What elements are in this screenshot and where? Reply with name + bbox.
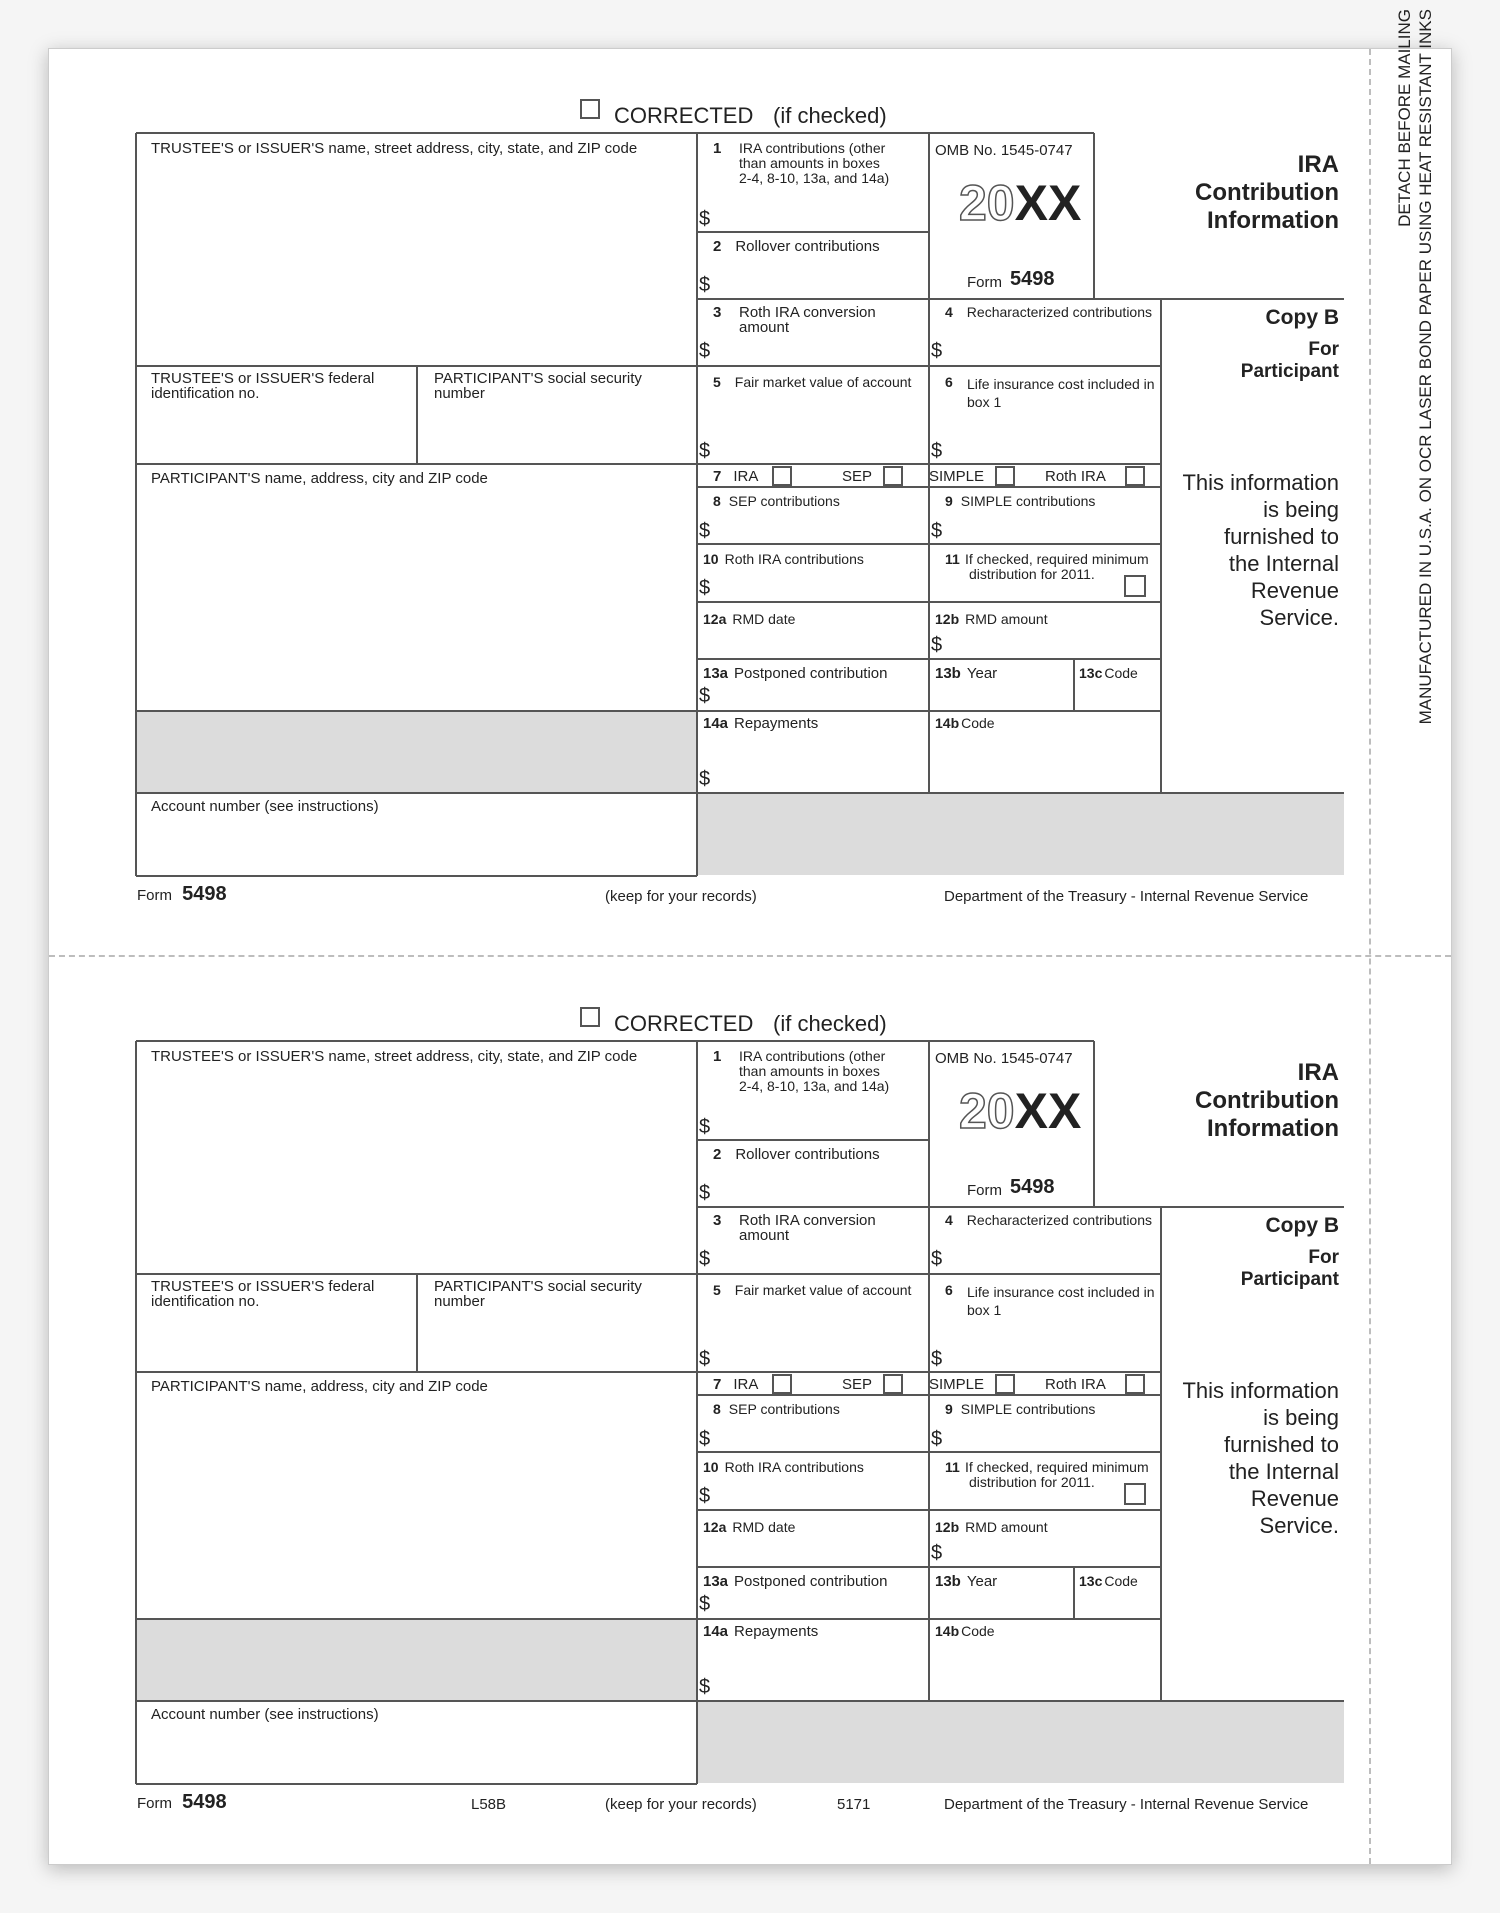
- box-8-dollar-sign: $: [699, 1428, 711, 1450]
- box-1-line: IRA contributions (other: [739, 1048, 886, 1064]
- box-4-dollar-sign: $: [931, 1248, 943, 1270]
- copy-for-line: Participant: [1240, 361, 1339, 382]
- trustee-fed-id-line: TRUSTEE'S or ISSUER'S federal: [151, 1278, 375, 1295]
- box-3-line: amount: [739, 319, 790, 336]
- box-14a-label: [703, 1624, 818, 1639]
- account-number-label: Account number (see instructions): [151, 798, 379, 815]
- box-3-line: amount: [739, 1227, 790, 1244]
- participant-name-label: PARTICIPANT'S name, address, city and ZIP code: [151, 1378, 488, 1395]
- box-1-dollar-sign: $: [699, 1116, 711, 1138]
- box-12b-amount-field[interactable]: [949, 1539, 1157, 1563]
- box-7-sep-checkbox[interactable]: [883, 466, 903, 486]
- tax-year: [959, 177, 1081, 229]
- box-12b-dollar-sign: $: [931, 1542, 943, 1564]
- box-13a-amount-field[interactable]: [717, 1593, 925, 1615]
- box-10-text: Roth IRA contributions: [724, 551, 864, 567]
- box-13a-dollar-sign: $: [699, 685, 711, 707]
- box-8-number: 8: [713, 1401, 721, 1417]
- info-line: the Internal: [1228, 1459, 1339, 1484]
- tax-year-outline: 20: [959, 175, 1015, 231]
- box-12a-date-field[interactable]: [701, 1539, 925, 1563]
- box-14b-code-field[interactable]: [933, 739, 1157, 789]
- box-5-text: Fair market value of account: [734, 1282, 912, 1298]
- box-7-roth-checkbox[interactable]: [1125, 466, 1145, 486]
- participant-name-field[interactable]: [139, 489, 694, 707]
- box-8-amount-field[interactable]: [717, 513, 925, 541]
- box-5-number: 5: [713, 1282, 721, 1298]
- box-1-text: [739, 1049, 889, 1094]
- copy-for-line: Participant: [1240, 1269, 1339, 1290]
- participant-ssn-line: number: [434, 385, 485, 402]
- if-checked-label: (if checked): [773, 103, 887, 128]
- box-5-amount-field[interactable]: [717, 1305, 925, 1369]
- trustee-fed-id-field[interactable]: [139, 407, 414, 461]
- box-1-number: 1: [713, 140, 722, 157]
- box-7-simple-label: SIMPLE: [929, 468, 985, 485]
- box-13b-number: 13b: [935, 665, 961, 682]
- box-6-dollar-sign: $: [931, 1348, 943, 1370]
- box-3-text: [739, 305, 876, 335]
- copy-recipient: [1139, 339, 1339, 383]
- corrected-checkbox[interactable]: [580, 1007, 600, 1027]
- box-7-simple-label: SIMPLE: [929, 1376, 985, 1393]
- footer-form-number: 5498: [182, 1791, 227, 1813]
- box-7-ira-checkbox[interactable]: [772, 1374, 792, 1394]
- box-7-simple-checkbox[interactable]: [995, 1374, 1015, 1394]
- box-5-dollar-sign: $: [699, 1348, 711, 1370]
- box-9-label: [945, 1402, 1095, 1417]
- box-12a-label: [703, 1520, 795, 1535]
- box-3-line: Roth IRA conversion: [739, 304, 876, 321]
- box-12a-text: RMD date: [732, 1519, 796, 1535]
- box-6-number: 6: [945, 374, 953, 390]
- box-1-line: 2-4, 8-10, 13a, and 14a): [739, 1078, 890, 1094]
- box-11-number: 11: [945, 1459, 960, 1475]
- box-2-amount-field[interactable]: [717, 1165, 925, 1203]
- box-14a-text: Repayments: [734, 1623, 819, 1640]
- box-10-label: [703, 1460, 864, 1475]
- copy-for-line: For: [1308, 1247, 1339, 1268]
- box-8-text: SEP contributions: [728, 1401, 840, 1417]
- box-9-amount-field[interactable]: [949, 513, 1157, 541]
- box-13c-number: 13c: [1079, 1573, 1103, 1589]
- box-7-label: [713, 469, 758, 484]
- form-title-line: Information: [1207, 1115, 1339, 1142]
- box-11-line: If checked, required minimum: [965, 551, 1149, 567]
- box-3-line: Roth IRA conversion: [739, 1212, 876, 1229]
- footer-form-label: [137, 1791, 227, 1813]
- box-13c-code-field[interactable]: [1077, 685, 1157, 707]
- copy-for-line: For: [1308, 339, 1339, 360]
- omb-number: OMB No. 1545-0747: [935, 1050, 1073, 1067]
- box-9-number: 9: [945, 493, 953, 509]
- footer-form-number: 5498: [182, 883, 227, 905]
- box-12a-number: 12a: [703, 611, 727, 627]
- box-12b-amount-field[interactable]: [949, 631, 1157, 655]
- box-14a-dollar-sign: $: [699, 1676, 711, 1698]
- box-13c-label: [1079, 666, 1138, 681]
- copy-designation: Copy B: [1265, 1214, 1339, 1237]
- box-13b-text: Year: [966, 665, 998, 682]
- box-10-amount-field[interactable]: [717, 571, 925, 599]
- box-13b-text: Year: [966, 1573, 998, 1590]
- box-3-amount-field[interactable]: [717, 337, 925, 363]
- form-number-top: 5498: [1010, 1176, 1055, 1198]
- form-word-top: Form: [967, 274, 1002, 291]
- box-11-line: distribution for 2011.: [969, 1474, 1095, 1490]
- copy-recipient: [1139, 1247, 1339, 1291]
- box-10-dollar-sign: $: [699, 577, 711, 599]
- box-1-text: [739, 141, 889, 186]
- box-1-dollar-sign: $: [699, 208, 711, 230]
- box-14b-label: [935, 1624, 995, 1639]
- account-number-label: Account number (see instructions): [151, 1706, 379, 1723]
- corrected-checkbox[interactable]: [580, 99, 600, 119]
- participant-name-label: PARTICIPANT'S name, address, city and ZIP code: [151, 470, 488, 487]
- box-2-text: Rollover contributions: [735, 1146, 880, 1163]
- box-13b-number: 13b: [935, 1573, 961, 1590]
- box-8-number: 8: [713, 493, 721, 509]
- box-13b-year-field[interactable]: [933, 685, 1071, 707]
- box-13a-number: 13a: [703, 1573, 729, 1590]
- box-1-number: 1: [713, 1048, 722, 1065]
- box-14b-text: Code: [961, 715, 995, 731]
- box-10-dollar-sign: $: [699, 1485, 711, 1507]
- box-2-text: Rollover contributions: [735, 238, 880, 255]
- trustee-name-label: TRUSTEE'S or ISSUER'S name, street address, city, state, and ZIP code: [151, 140, 638, 157]
- form-title: [1139, 1059, 1339, 1143]
- box-12b-label: [935, 1520, 1048, 1535]
- box-14a-label: [703, 716, 818, 731]
- box-13b-label: [935, 666, 997, 681]
- trustee-fed-id-line: identification no.: [151, 1293, 260, 1310]
- box-6-line: Life insurance cost included in: [967, 1284, 1155, 1300]
- box-14a-number: 14a: [703, 715, 729, 732]
- box-9-text: SIMPLE contributions: [960, 493, 1096, 509]
- info-line: Service.: [1259, 1513, 1339, 1538]
- box-9-label: [945, 494, 1095, 509]
- participant-ssn-label: [434, 371, 642, 401]
- box-4-label: [945, 1213, 1152, 1228]
- box-6-line: box 1: [967, 394, 1002, 410]
- trustee-fed-id-field[interactable]: [139, 1315, 414, 1369]
- info-line: is being: [1263, 1405, 1339, 1430]
- box-6-text: [967, 375, 1155, 411]
- detach-text: DETACH BEFORE MAILING: [1395, 9, 1414, 227]
- box-12b-text: RMD amount: [965, 611, 1048, 627]
- box-2-number: 2: [713, 1146, 722, 1163]
- box-4-number: 4: [945, 304, 953, 320]
- form-number-top: 5498: [1010, 268, 1055, 290]
- box-7-ira-label: IRA: [733, 468, 759, 485]
- box-7-sep-checkbox[interactable]: [883, 1374, 903, 1394]
- info-statement: [1169, 469, 1339, 631]
- box-12b-number: 12b: [935, 1519, 960, 1535]
- box-6-label: [945, 1283, 959, 1298]
- box-7-number: 7: [713, 1376, 722, 1393]
- form-title-line: Contribution: [1195, 1087, 1339, 1114]
- box-11-rmd-checkbox[interactable]: [1124, 1483, 1146, 1505]
- box-1-line: IRA contributions (other: [739, 140, 886, 156]
- info-line: Revenue: [1250, 1486, 1339, 1511]
- form-5498-copy-lower: [49, 957, 1451, 1864]
- box-3-dollar-sign: $: [699, 340, 711, 362]
- box-12a-label: [703, 612, 795, 627]
- box-2-number: 2: [713, 238, 722, 255]
- participant-ssn-field[interactable]: [420, 1315, 694, 1369]
- box-13a-number: 13a: [703, 665, 729, 682]
- trustee-fed-id-label: [151, 1279, 374, 1309]
- box-11-label: [945, 552, 966, 567]
- box-11-number: 11: [945, 551, 960, 567]
- box-4-amount-field[interactable]: [949, 1235, 1157, 1271]
- info-statement: [1169, 1377, 1339, 1539]
- trustee-fed-id-line: identification no.: [151, 385, 260, 402]
- info-line: furnished to: [1224, 524, 1339, 549]
- box-8-label: [713, 1402, 840, 1417]
- box-12a-date-field[interactable]: [701, 631, 925, 655]
- box-2-label: [713, 239, 880, 254]
- box-14a-amount-field[interactable]: [717, 739, 925, 789]
- box-13c-number: 13c: [1079, 665, 1103, 681]
- box-12b-dollar-sign: $: [931, 634, 943, 656]
- box-14a-dollar-sign: $: [699, 768, 711, 790]
- box-2-dollar-sign: $: [699, 1182, 711, 1204]
- account-number-field[interactable]: [139, 1727, 694, 1781]
- box-13c-code-field[interactable]: [1077, 1593, 1157, 1615]
- box-5-label: [713, 1283, 911, 1298]
- box-6-number: 6: [945, 1282, 953, 1298]
- box-2-dollar-sign: $: [699, 274, 711, 296]
- box-13b-label: [935, 1574, 997, 1589]
- box-7-sep-label: SEP: [842, 468, 873, 485]
- box-13a-label: [703, 1574, 887, 1589]
- form-5498-copy-upper: [49, 49, 1451, 956]
- box-14b-label: [935, 716, 995, 731]
- form-title-line: IRA: [1297, 151, 1339, 178]
- box-7-roth-label: Roth IRA: [1045, 468, 1106, 485]
- tax-year-outline: 20: [959, 1083, 1015, 1139]
- info-line: Revenue: [1250, 578, 1339, 603]
- box-6-dollar-sign: $: [931, 440, 943, 462]
- box-3-number: 3: [713, 1212, 722, 1229]
- footer-department: Department of the Treasury - Internal Revenue Service: [944, 888, 1309, 905]
- footer-keep-records: (keep for your records): [605, 1796, 757, 1813]
- form-title-line: Contribution: [1195, 179, 1339, 206]
- info-line: This information: [1182, 1378, 1339, 1403]
- participant-ssn-line: PARTICIPANT'S social security: [434, 370, 642, 387]
- participant-ssn-line: number: [434, 1293, 485, 1310]
- info-line: furnished to: [1224, 1432, 1339, 1457]
- box-8-text: SEP contributions: [728, 493, 840, 509]
- box-11-line: distribution for 2011.: [969, 566, 1095, 582]
- form-title-line: IRA: [1297, 1059, 1339, 1086]
- box-10-amount-field[interactable]: [717, 1479, 925, 1507]
- box-10-number: 10: [703, 1459, 719, 1475]
- box-12a-number: 12a: [703, 1519, 727, 1535]
- box-13c-text: Code: [1104, 1573, 1138, 1589]
- corrected-label: CORRECTED: [614, 1011, 754, 1036]
- footer-form-label: [137, 883, 227, 905]
- info-line: This information: [1182, 470, 1339, 495]
- box-7-ira-label: IRA: [733, 1376, 759, 1393]
- box-3-amount-field[interactable]: [717, 1245, 925, 1271]
- box-13a-text: Postponed contribution: [734, 1573, 888, 1590]
- box-4-text: Recharacterized contributions: [966, 1212, 1153, 1228]
- box-10-text: Roth IRA contributions: [724, 1459, 864, 1475]
- form-title-line: Information: [1207, 207, 1339, 234]
- box-3-text: [739, 1213, 876, 1243]
- box-10-label: [703, 552, 864, 567]
- box-4-amount-field[interactable]: [949, 327, 1157, 363]
- box-3-dollar-sign: $: [699, 1248, 711, 1270]
- footer-code-left: L58B: [471, 1796, 507, 1813]
- footer-form-word: Form: [137, 887, 172, 904]
- tax-year-bold: XX: [1014, 175, 1082, 231]
- box-4-label: [945, 305, 1152, 320]
- box-7-roth-checkbox[interactable]: [1125, 1374, 1145, 1394]
- box-4-text: Recharacterized contributions: [966, 304, 1153, 320]
- box-1-amount-field[interactable]: [717, 189, 925, 229]
- tax-year: [959, 1085, 1081, 1137]
- box-6-amount-field[interactable]: [949, 1323, 1157, 1369]
- box-1-label: [713, 1049, 727, 1064]
- participant-ssn-label: [434, 1279, 642, 1309]
- footer-code-right: 5171: [837, 1796, 871, 1813]
- trustee-name-field[interactable]: [139, 157, 694, 362]
- box-5-text: Fair market value of account: [734, 374, 912, 390]
- trustee-fed-id-label: [151, 371, 374, 401]
- trustee-name-field[interactable]: [139, 1065, 694, 1270]
- info-line: the Internal: [1228, 551, 1339, 576]
- box-12a-text: RMD date: [732, 611, 796, 627]
- box-11-rmd-checkbox[interactable]: [1124, 575, 1146, 597]
- box-10-number: 10: [703, 551, 719, 567]
- footer-department: Department of the Treasury - Internal Revenue Service: [944, 1796, 1309, 1813]
- box-14a-amount-field[interactable]: [717, 1647, 925, 1697]
- box-5-dollar-sign: $: [699, 440, 711, 462]
- info-line: Service.: [1259, 605, 1339, 630]
- box-8-dollar-sign: $: [699, 520, 711, 542]
- box-12b-number: 12b: [935, 611, 960, 627]
- trustee-fed-id-line: TRUSTEE'S or ISSUER'S federal: [151, 370, 375, 387]
- box-11-text: [965, 1460, 1149, 1490]
- box-7-sep-label: SEP: [842, 1376, 873, 1393]
- box-8-label: [713, 494, 840, 509]
- form-word-top: Form: [967, 1182, 1002, 1199]
- box-1-amount-field[interactable]: [717, 1097, 925, 1137]
- manufactured-text: MANUFACTURED IN U.S.A. ON OCR LASER BOND PAPER USING HEAT RESISTANT INKS: [1416, 9, 1435, 725]
- omb-number: OMB No. 1545-0747: [935, 142, 1073, 159]
- box-13c-label: [1079, 1574, 1138, 1589]
- box-2-amount-field[interactable]: [717, 257, 925, 295]
- box-7-number: 7: [713, 468, 722, 485]
- corrected-label: CORRECTED: [614, 103, 754, 128]
- box-2-label: [713, 1147, 880, 1162]
- footer-form-word: Form: [137, 1795, 172, 1812]
- participant-ssn-field[interactable]: [420, 407, 694, 461]
- box-13a-amount-field[interactable]: [717, 685, 925, 707]
- box-7-roth-label: Roth IRA: [1045, 1376, 1106, 1393]
- box-6-line: Life insurance cost included in: [967, 376, 1155, 392]
- box-12b-label: [935, 612, 1048, 627]
- box-11-line: If checked, required minimum: [965, 1459, 1149, 1475]
- tax-year-bold: XX: [1014, 1083, 1082, 1139]
- box-7-simple-checkbox[interactable]: [995, 466, 1015, 486]
- box-4-number: 4: [945, 1212, 953, 1228]
- box-5-number: 5: [713, 374, 721, 390]
- box-14b-number: 14b: [935, 715, 960, 731]
- box-9-dollar-sign: $: [931, 1428, 943, 1450]
- footer-keep-records: (keep for your records): [605, 888, 757, 905]
- box-13c-text: Code: [1104, 665, 1138, 681]
- box-5-amount-field[interactable]: [717, 397, 925, 461]
- box-1-label: [713, 141, 727, 156]
- box-13a-label: [703, 666, 887, 681]
- box-1-line: than amounts in boxes: [739, 1063, 880, 1079]
- box-13b-year-field[interactable]: [933, 1593, 1071, 1615]
- copy-designation: Copy B: [1265, 306, 1339, 329]
- box-13a-text: Postponed contribution: [734, 665, 888, 682]
- participant-ssn-line: PARTICIPANT'S social security: [434, 1278, 642, 1295]
- box-3-number: 3: [713, 304, 722, 321]
- box-14a-text: Repayments: [734, 715, 819, 732]
- box-14b-number: 14b: [935, 1623, 960, 1639]
- box-7-ira-checkbox[interactable]: [772, 466, 792, 486]
- box-12b-text: RMD amount: [965, 1519, 1048, 1535]
- box-7-label: [713, 1377, 758, 1392]
- box-3-label: [713, 305, 727, 320]
- box-6-amount-field[interactable]: [949, 415, 1157, 461]
- box-9-amount-field[interactable]: [949, 1421, 1157, 1449]
- box-11-text: [965, 552, 1149, 582]
- box-5-label: [713, 375, 911, 390]
- trustee-name-label: TRUSTEE'S or ISSUER'S name, street address, city, state, and ZIP code: [151, 1048, 638, 1065]
- box-4-dollar-sign: $: [931, 340, 943, 362]
- participant-name-field[interactable]: [139, 1397, 694, 1615]
- box-14b-text: Code: [961, 1623, 995, 1639]
- box-6-text: [967, 1283, 1155, 1319]
- box-6-line: box 1: [967, 1302, 1002, 1318]
- box-9-dollar-sign: $: [931, 520, 943, 542]
- form-sheet: [48, 9, 1452, 1865]
- box-9-text: SIMPLE contributions: [960, 1401, 1096, 1417]
- box-13a-dollar-sign: $: [699, 1593, 711, 1615]
- box-1-line: than amounts in boxes: [739, 155, 880, 171]
- box-14b-code-field[interactable]: [933, 1647, 1157, 1697]
- form-title: [1139, 151, 1339, 235]
- box-1-line: 2-4, 8-10, 13a, and 14a): [739, 170, 890, 186]
- info-line: is being: [1263, 497, 1339, 522]
- if-checked-label: (if checked): [773, 1011, 887, 1036]
- box-11-label: [945, 1460, 966, 1475]
- box-14a-number: 14a: [703, 1623, 729, 1640]
- account-number-field[interactable]: [139, 819, 694, 873]
- box-9-number: 9: [945, 1401, 953, 1417]
- box-8-amount-field[interactable]: [717, 1421, 925, 1449]
- box-3-label: [713, 1213, 727, 1228]
- box-6-label: [945, 375, 959, 390]
